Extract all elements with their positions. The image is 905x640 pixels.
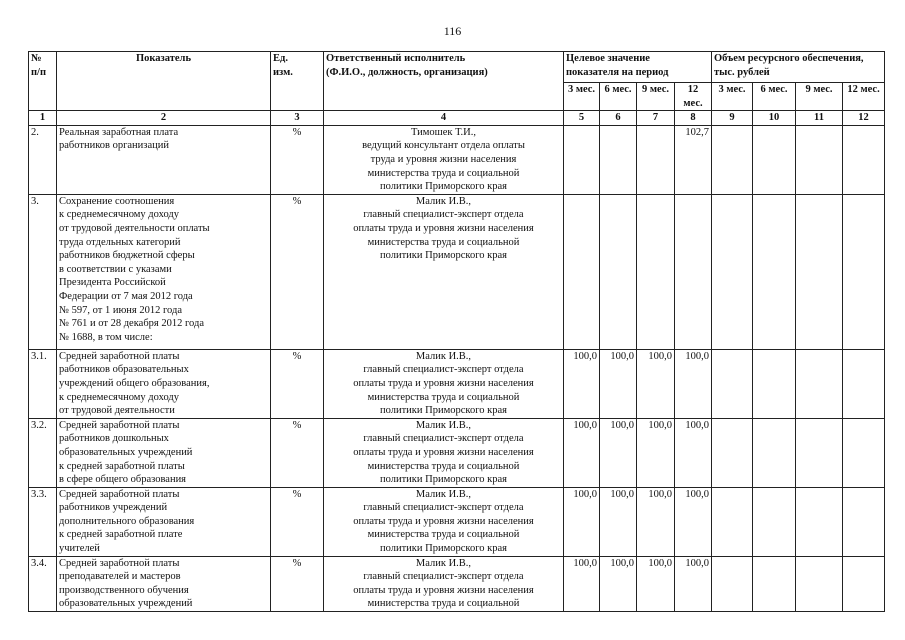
table-row	[29, 194, 885, 349]
resource-value	[843, 556, 885, 611]
row-indicator: Реальная заработная плата работников организаций	[57, 125, 271, 194]
target-value: 100,0	[564, 418, 600, 487]
resource-value	[843, 418, 885, 487]
header-num: № п/п	[29, 52, 57, 111]
period-header: 6 мес.	[753, 83, 796, 111]
period-header: 12 мес.	[675, 83, 712, 111]
resource-value	[753, 556, 796, 611]
resource-value	[712, 194, 753, 349]
row-number: 3.3.	[29, 487, 57, 556]
column-number: 7	[637, 111, 675, 126]
period-header: 3 мес.	[564, 83, 600, 111]
resource-value	[712, 418, 753, 487]
table-row	[29, 418, 885, 487]
resource-value	[712, 487, 753, 556]
resource-value	[712, 125, 753, 194]
column-number: 3	[271, 111, 324, 126]
table-row	[29, 349, 885, 418]
row-responsible: Малик И.В., главный специалист-эксперт отдела оплаты труда и уровня жизни населения министерства труда и социальной политики Приморского края	[324, 418, 564, 487]
target-value: 100,0	[675, 418, 712, 487]
target-value: 102,7	[675, 125, 712, 194]
target-value: 100,0	[564, 349, 600, 418]
resource-value	[796, 349, 843, 418]
row-unit: %	[271, 556, 324, 611]
period-header: 9 мес.	[796, 83, 843, 111]
period-header: 9 мес.	[637, 83, 675, 111]
target-value: 100,0	[637, 418, 675, 487]
row-indicator: Средней заработной платы работников образовательных учреждений общего образования, к среднемесячному доходу от трудовой деятельности	[57, 349, 271, 418]
row-indicator: Средней заработной платы работников дошкольных образовательных учреждений к средней заработной платы в сфере общего образования	[57, 418, 271, 487]
resource-value	[843, 125, 885, 194]
resource-value	[753, 418, 796, 487]
target-value	[637, 194, 675, 349]
row-responsible: Малик И.В., главный специалист-эксперт отдела оплаты труда и уровня жизни населения министерства труда и социальной	[324, 556, 564, 611]
column-number: 11	[796, 111, 843, 126]
column-number: 10	[753, 111, 796, 126]
row-unit: %	[271, 194, 324, 349]
column-number-row	[29, 111, 885, 126]
resource-value	[753, 194, 796, 349]
resource-value	[843, 194, 885, 349]
target-value: 100,0	[637, 556, 675, 611]
resource-value	[796, 125, 843, 194]
row-indicator: Средней заработной платы работников учреждений дополнительного образования к средней заработной плате учителей	[57, 487, 271, 556]
row-responsible: Малик И.В., главный специалист-эксперт отдела оплаты труда и уровня жизни населения министерства труда и социальной политики Приморского края	[324, 194, 564, 349]
column-number: 6	[600, 111, 637, 126]
target-value: 100,0	[637, 349, 675, 418]
row-number: 3.2.	[29, 418, 57, 487]
header-indicator: Показатель	[57, 52, 271, 111]
row-unit: %	[271, 125, 324, 194]
row-unit: %	[271, 349, 324, 418]
column-number: 1	[29, 111, 57, 126]
target-value	[675, 194, 712, 349]
row-number: 3.	[29, 194, 57, 349]
header-row	[29, 52, 885, 83]
resource-value	[796, 556, 843, 611]
header-resource-group: Объем ресурсного обеспечения, тыс. рублей	[712, 52, 885, 83]
target-value	[600, 125, 637, 194]
resource-value	[712, 556, 753, 611]
resource-value	[796, 194, 843, 349]
target-value: 100,0	[600, 349, 637, 418]
header-responsible: Ответственный исполнитель (Ф.И.О., должность, организация)	[324, 52, 564, 111]
resource-value	[753, 487, 796, 556]
row-indicator: Средней заработной платы преподавателей и мастеров производственного обучения образовательных учреждений	[57, 556, 271, 611]
target-value: 100,0	[564, 556, 600, 611]
row-number: 3.1.	[29, 349, 57, 418]
column-number: 4	[324, 111, 564, 126]
target-value: 100,0	[600, 418, 637, 487]
resource-value	[753, 125, 796, 194]
row-responsible: Малик И.В., главный специалист-эксперт отдела оплаты труда и уровня жизни населения министерства труда и социальной политики Приморского края	[324, 349, 564, 418]
target-value: 100,0	[675, 487, 712, 556]
table-row	[29, 556, 885, 611]
page-number: 116	[443, 24, 462, 38]
row-unit: %	[271, 418, 324, 487]
period-header: 3 мес.	[712, 83, 753, 111]
target-value	[600, 194, 637, 349]
resource-value	[796, 418, 843, 487]
table-row	[29, 487, 885, 556]
row-number: 3.4.	[29, 556, 57, 611]
target-value	[564, 125, 600, 194]
row-indicator: Сохранение соотношения к среднемесячному доходу от трудовой деятельности оплаты труда отдельных категорий работников бюджетной сферы в соответствии с указами Президента Российской Федерации от 7 мая 2012 года № 597, от 1 июня 2012 года № 761 и от 28 декабря 2012 года № 1688, в том числе:	[57, 194, 271, 349]
target-value: 100,0	[600, 487, 637, 556]
period-header: 6 мес.	[600, 83, 637, 111]
resource-value	[796, 487, 843, 556]
indicators-table	[28, 51, 885, 612]
row-responsible: Тимошек Т.И., ведущий консультант отдела оплаты труда и уровня жизни населения министерства труда и социальной политики Приморского края	[324, 125, 564, 194]
column-number: 5	[564, 111, 600, 126]
row-unit: %	[271, 487, 324, 556]
target-value	[564, 194, 600, 349]
target-value: 100,0	[637, 487, 675, 556]
target-value: 100,0	[675, 556, 712, 611]
target-value: 100,0	[564, 487, 600, 556]
resource-value	[843, 487, 885, 556]
header-unit: Ед. изм.	[271, 52, 324, 111]
column-number: 12	[843, 111, 885, 126]
resource-value	[843, 349, 885, 418]
row-responsible: Малик И.В., главный специалист-эксперт отдела оплаты труда и уровня жизни населения министерства труда и социальной политики Приморского края	[324, 487, 564, 556]
column-number: 2	[57, 111, 271, 126]
table-row	[29, 125, 885, 194]
row-number: 2.	[29, 125, 57, 194]
resource-value	[712, 349, 753, 418]
period-header: 12 мес.	[843, 83, 885, 111]
target-value: 100,0	[675, 349, 712, 418]
resource-value	[753, 349, 796, 418]
target-value: 100,0	[600, 556, 637, 611]
column-number: 9	[712, 111, 753, 126]
header-target-group: Целевое значение показателя на период	[564, 52, 712, 83]
target-value	[637, 125, 675, 194]
column-number: 8	[675, 111, 712, 126]
